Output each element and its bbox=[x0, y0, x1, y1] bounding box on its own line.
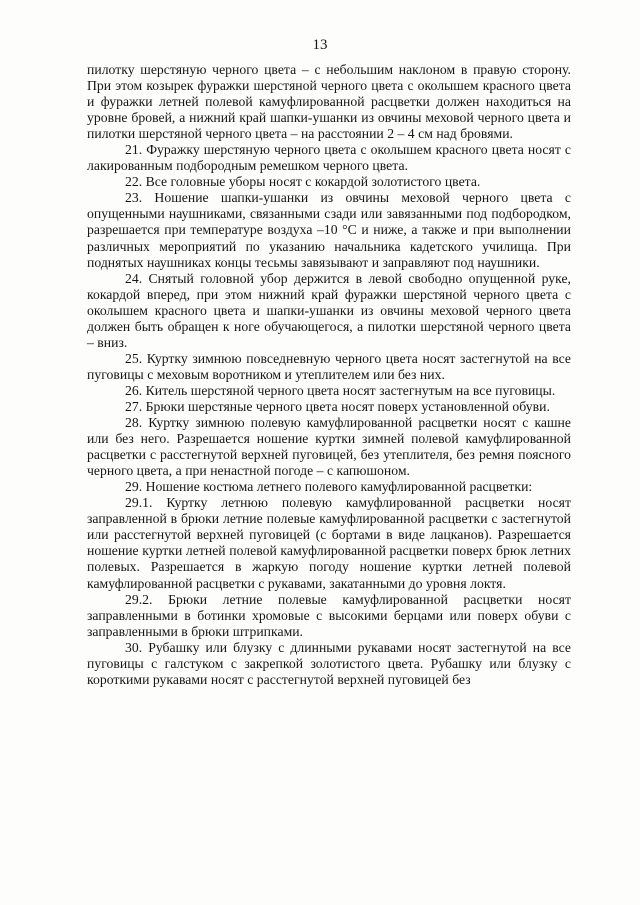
paragraph-30: 30. Рубашку или блузку с длинными рукавами носят застегнутой на все пуговицы с галстуком с закрепкой золотистого цвета. Рубашку или блузку с короткими рукавами носят с расстегнутой верхней пуговицей без bbox=[87, 639, 571, 687]
paragraph-29-1: 29.1. Куртку летнюю полевую камуфлированной расцветки носят заправленной в брюки летние полевые камуфлированной расцветки с застегнутой или расстегнутой верхней пуговицей (с бортами в виде лацканов). Разрешается ношение куртки летней полевой камуфлированной расцветки поверх брюк летних полевых. Разрешается в жаркую погоду ношение куртки летней полевой камуфлированной расцветки с рукавами, закатанными до уровня локтя. bbox=[87, 495, 571, 591]
paragraph-25: 25. Куртку зимнюю повседневную черного цвета носят застегнутой на все пуговицы с меховым воротником и утеплителем или без них. bbox=[87, 350, 571, 382]
paragraph-26: 26. Китель шерстяной черного цвета носят застегнутым на все пуговицы. bbox=[125, 382, 556, 398]
paragraph-22: 22. Все головные уборы носят с кокардой золотистого цвета. bbox=[125, 174, 481, 190]
page-number: 13 bbox=[312, 37, 328, 53]
document-body bbox=[87, 62, 571, 688]
paragraph-24: 24. Снятый головной убор держится в левой свободно опущенной руке, кокардой вперед, при этом нижний край фуражки шерстяной черного цвета с околышем красного цвета и шапки-ушанки из овчины меховой черного цвета должен быть обращен к ноге обучающегося, а пилотки шерстяной черного цвета – вниз. bbox=[87, 270, 571, 350]
paragraph-23: 23. Ношение шапки-ушанки из овчины меховой черного цвета с опущенными наушниками, связанными сзади или завязанными под подбородком, разрешается при температуре воздуха –10 °C и ниже, а также и при выполнении различных мероприятий по указанию начальника кадетского училища. При поднятых наушниках концы тесьмы завязывают и заправляют под наушники. bbox=[87, 190, 571, 270]
paragraph-29-2: 29.2. Брюки летние полевые камуфлированной расцветки носят заправленными в ботинки хромовые с высокими берцами или поверх обуви с заправленными в брюки штрипками. bbox=[87, 591, 571, 639]
paragraph-continuation: пилотку шерстяную черного цвета – с небольшим наклоном в правую сторону. При этом козырек фуражки шерстяной черного цвета с околышем красного цвета и фуражки летней полевой камуфлированной расцветки должен находиться на уровне бровей, а нижний край шапки-ушанки из овчины меховой черного цвета и пилотки шерстяной черного цвета – на расстоянии 2 – 4 см над бровями. bbox=[87, 62, 571, 142]
paragraph-29: 29. Ношение костюма летнего полевого камуфлированной расцветки: bbox=[125, 479, 533, 495]
paragraph-28: 28. Куртку зимнюю полевую камуфлированной расцветки носят с кашне или без него. Разрешается ношение куртки зимней полевой камуфлированной расцветки с расстегнутой верхней пуговицей, без утеплителя, без ремня поясного черного цвета, а при ненастной погоде – с капюшоном. bbox=[87, 415, 571, 479]
paragraph-27: 27. Брюки шерстяные черного цвета носят поверх установленной обуви. bbox=[125, 398, 550, 414]
paragraph-21: 21. Фуражку шерстяную черного цвета с околышем красного цвета носят с лакированным подбородным ремешком черного цвета. bbox=[87, 142, 571, 174]
